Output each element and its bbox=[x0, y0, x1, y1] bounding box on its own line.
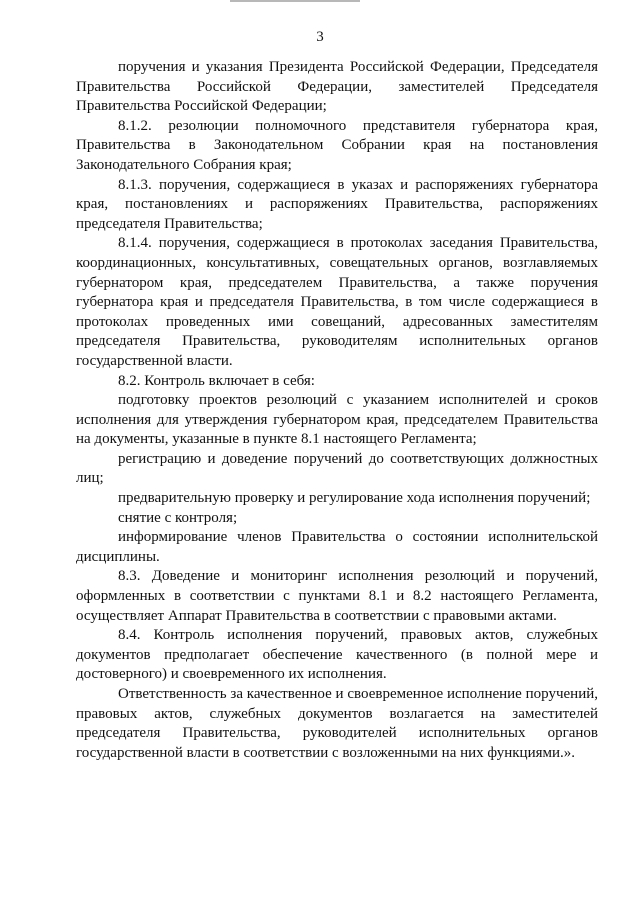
paragraph-8-1-2: 8.1.2. резолюции полномочного представителя губернатора края, Правительства в Законодательном Собрании края на постановления Законодательного Собрания края; bbox=[76, 117, 598, 173]
paragraph-8-3: 8.3. Доведение и мониторинг исполнения резолюций и поручений, оформленных в соответствии с пунктами 8.1 и 8.2 настоящего Регламента, осуществляет Аппарат Правительства в соответствии с правовыми актами. bbox=[76, 568, 598, 624]
paragraph-8-2-item-4: снятие с контроля; bbox=[118, 509, 238, 526]
paragraph-8-1-3: 8.1.3. поручения, содержащиеся в указах и распоряжениях губернатора края, постановлениях и распоряжениях Правительства, распоряжениях председателя Правительства; bbox=[76, 176, 598, 232]
paragraph-8-2: 8.2. Контроль включает в себя: bbox=[118, 372, 315, 389]
paragraph-responsibility: Ответственность за качественное и своевременное исполнение поручений, правовых актов, служебных документов возлагается на заместителей председателя Правительства, руководителей исполнительных органов государственной власти в соответствии с возложенными на них функциями.». bbox=[76, 686, 598, 761]
paragraph-8-2-item-3: предварительную проверку и регулирование хода исполнения поручений; bbox=[118, 490, 591, 507]
paragraph-8-2-item-5: информирование членов Правительства о состоянии исполнительской дисциплины. bbox=[76, 529, 598, 565]
paragraph-continuation: поручения и указания Президента Российской Федерации, Председателя Правительства Российской Федерации, заместителей Председателя Правительства Российской Федерации; bbox=[76, 59, 598, 115]
paragraph-8-4: 8.4. Контроль исполнения поручений, правовых актов, служебных документов предполагает обеспечение качественного (в полной мере и достоверного) и своевременного их исполнения. bbox=[76, 627, 598, 683]
top-edge-rule bbox=[230, 0, 360, 2]
document-body bbox=[76, 58, 598, 763]
paragraph-8-2-item-1: подготовку проектов резолюций с указанием исполнителей и сроков исполнения для утверждения губернатором края, председателем Правительства на документы, указанные в пункте 8.1 настоящего Регламента; bbox=[76, 392, 598, 448]
paragraph-8-1-4: 8.1.4. поручения, содержащиеся в протоколах заседания Правительства, координационных, консультативных, совещательных органов, возглавляемых губернатором края, председателем Правительства, а также поручения губернатора края и председателя Правительства, в том числе содержащиеся в протоколах проведенных ими совещаний, адресованных заместителям председателя Правительства, руководителям исполнительных органов государственной власти. bbox=[76, 235, 598, 369]
page-number: 3 bbox=[316, 29, 324, 45]
paragraph-8-2-item-2: регистрацию и доведение поручений до соответствующих должностных лиц; bbox=[76, 450, 598, 487]
